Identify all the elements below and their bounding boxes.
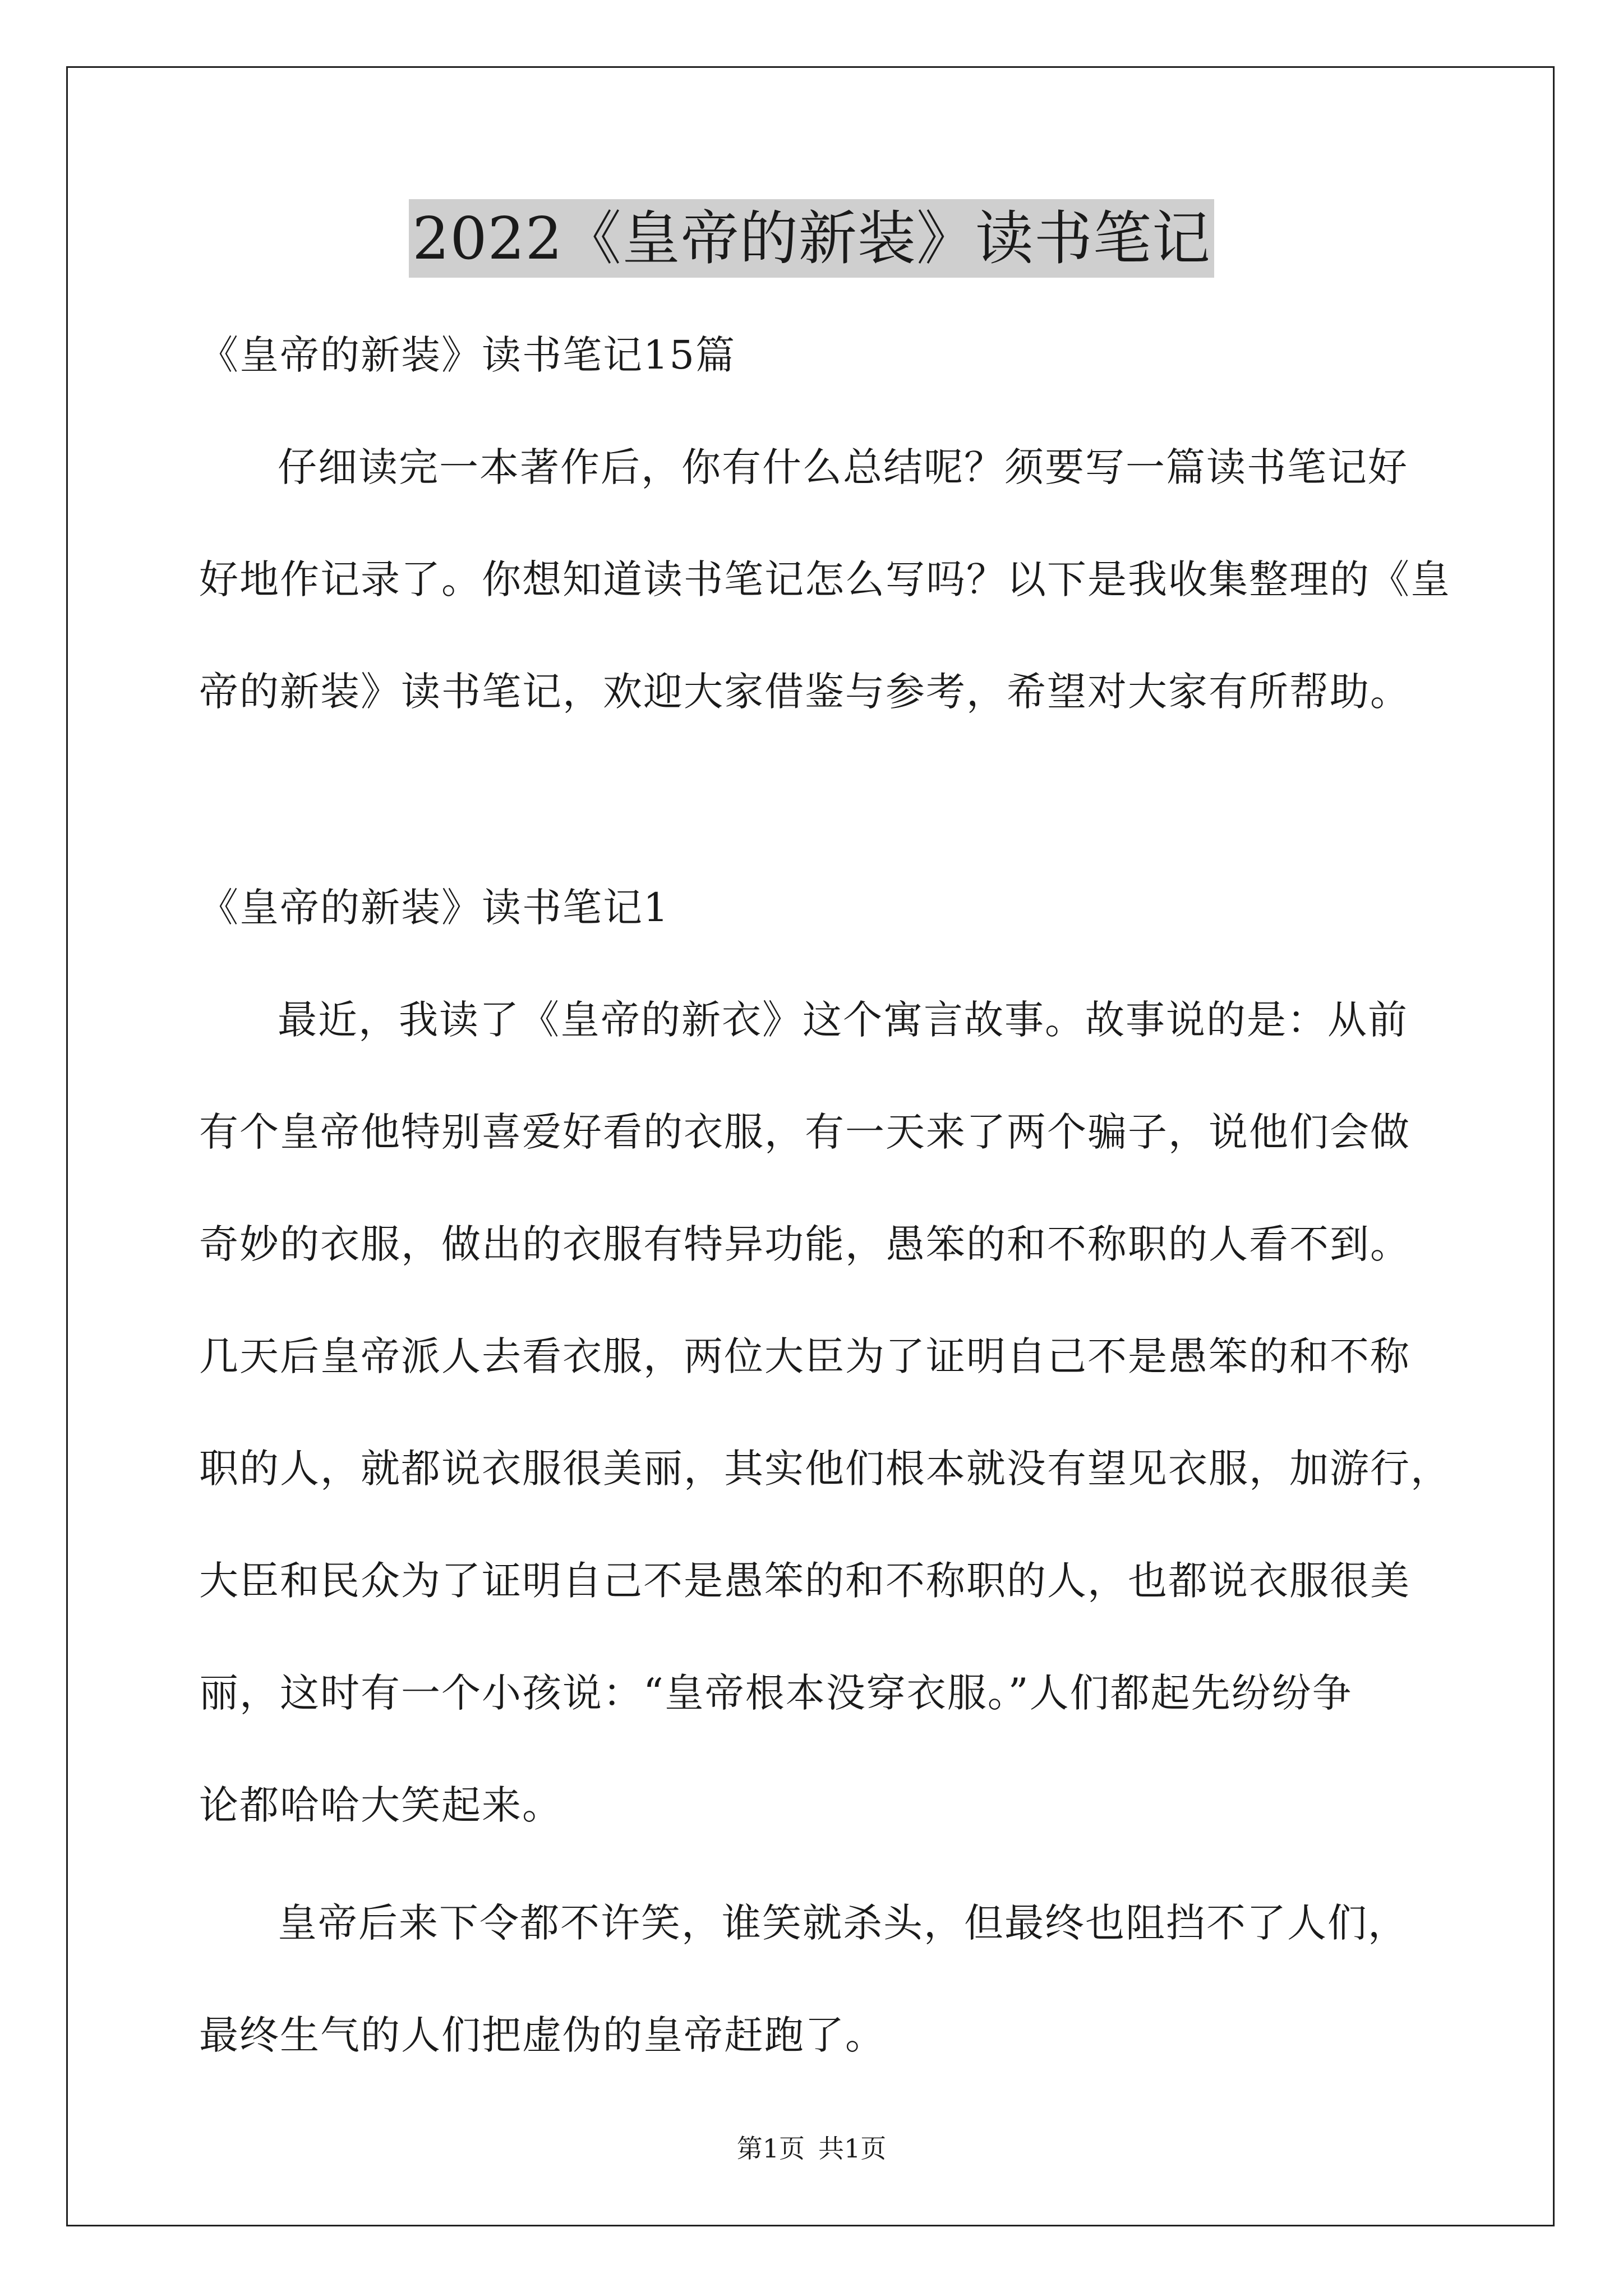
paragraph1-line-6: 大臣和民众为了证明自己不是愚笨的和不称职的人，也都说衣服很美: [199, 1558, 1410, 1604]
section-heading: 《皇帝的新装》读书笔记1: [199, 885, 670, 931]
paragraph2-line-1: 皇帝后来下令都不许笑，谁笑就杀头，但最终也阻挡不了人们，: [278, 1900, 1408, 1946]
paragraph1-line-8: 论都哈哈大笑起来。: [199, 1782, 562, 1828]
document-title: 2022《皇帝的新装》读书笔记: [409, 199, 1214, 278]
title-container: [0, 199, 1623, 278]
paragraph1-line-3: 奇妙的衣服，做出的衣服有特异功能，愚笨的和不称职的人看不到。: [199, 1221, 1410, 1267]
paragraph1-line-7: 丽，这时有一个小孩说：“皇帝根本没穿衣服。”人们都起先纷纷争: [199, 1670, 1353, 1716]
paragraph1-line-2: 有个皇帝他特别喜爱好看的衣服，有一天来了两个骗子，说他们会做: [199, 1109, 1410, 1155]
paragraph2-line-2: 最终生气的人们把虚伪的皇帝赶跑了。: [199, 2012, 886, 2058]
paragraph1-line-4: 几天后皇帝派人去看衣服，两位大臣为了证明自己不是愚笨的和不称: [199, 1333, 1410, 1379]
paragraph1-line-1: 最近，我读了《皇帝的新衣》这个寓言故事。故事说的是：从前: [278, 997, 1408, 1043]
page-total: 共1页: [818, 2133, 887, 2164]
intro-line-2: 好地作记录了。你想知道读书笔记怎么写吗？以下是我收集整理的《皇: [199, 556, 1451, 602]
intro-line-1: 仔细读完一本著作后，你有什么总结呢？须要写一篇读书笔记好: [278, 444, 1408, 490]
document-subtitle: 《皇帝的新装》读书笔记15篇: [199, 332, 736, 378]
page-footer: [0, 2132, 1623, 2165]
intro-line-3: 帝的新装》读书笔记，欢迎大家借鉴与参考，希望对大家有所帮助。: [199, 669, 1410, 715]
page-number: 第1页: [736, 2133, 805, 2164]
paragraph1-line-5: 职的人，就都说衣服很美丽，其实他们根本就没有望见衣服，加游行，: [199, 1446, 1451, 1492]
